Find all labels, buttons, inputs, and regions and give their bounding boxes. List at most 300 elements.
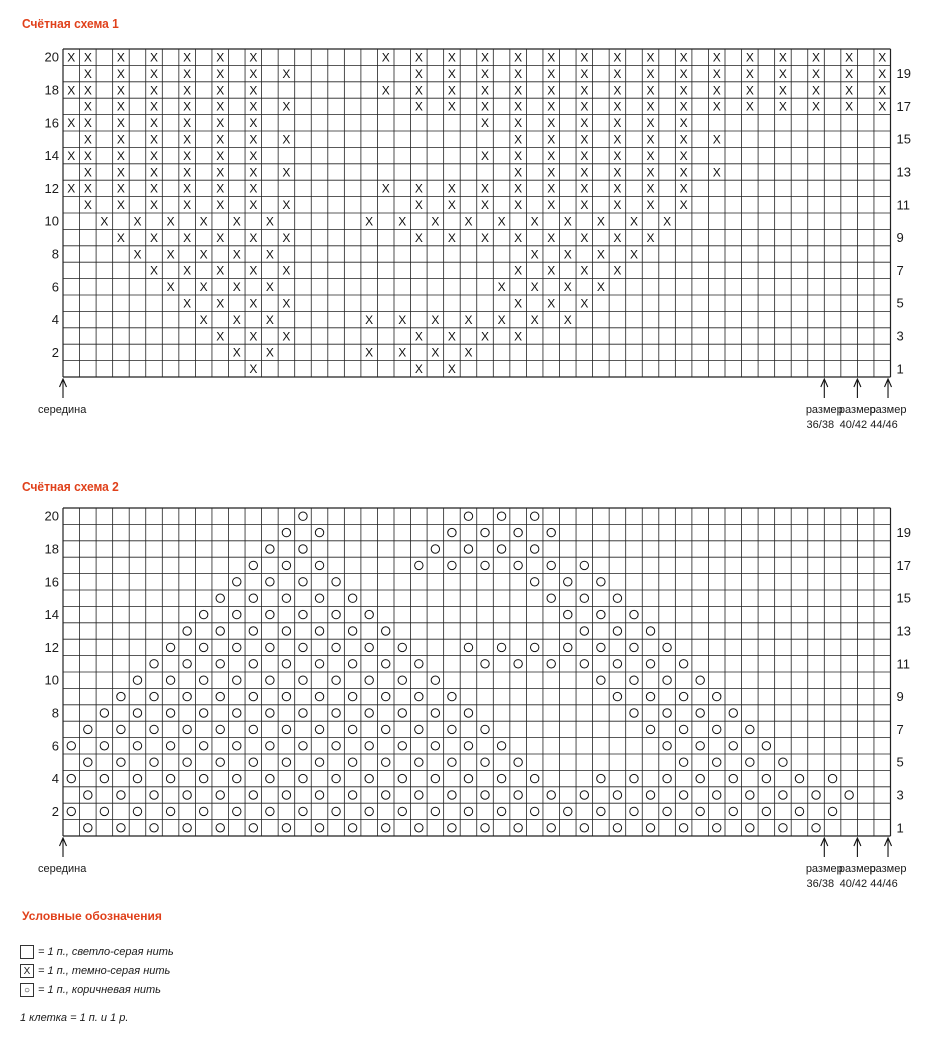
chart1-x-stitch: X [398,312,407,327]
chart2-circle-stitch [84,725,92,733]
chart2-circle-stitch [514,528,522,536]
chart2-circle-stitch [481,660,489,668]
chart2-circle-stitch [679,725,687,733]
chart1-x-stitch: X [580,83,589,98]
chart1-x-stitch: X [116,66,125,81]
chart1-x-stitch: X [613,83,622,98]
chart2-circle-stitch [133,807,141,815]
chart1-x-stitch: X [679,165,688,180]
chart1-x-stitch: X [216,132,225,147]
chart2-circle-stitch [564,643,572,651]
chart1-x-stitch: X [514,198,523,213]
chart1-x-stitch: X [845,66,854,81]
chart1-x-stitch: X [547,296,556,311]
chart2-circle-stitch [133,774,141,782]
chart1-x-stitch: X [116,99,125,114]
chart2-circle-stitch [448,791,456,799]
chart1-x-stitch: X [265,280,274,295]
chart2-circle-stitch [315,528,323,536]
chart2-circle-stitch [746,791,754,799]
chart1-x-stitch: X [646,83,655,98]
chart2-circle-stitch [398,676,406,684]
chart1-x-stitch: X [629,247,638,262]
chart2-circle-stitch [365,774,373,782]
chart1-x-stitch: X [249,83,258,98]
chart2-circle-stitch [812,824,820,832]
chart1-x-stitch: X [580,116,589,131]
chart1-x-stitch: X [514,50,523,65]
chart1-x-stitch: X [150,116,159,131]
chart1-x-stitch: X [547,50,556,65]
chart2-circle-stitch [530,578,538,586]
chart1-x-stitch: X [481,230,490,245]
chart1-x-stitch: X [712,132,721,147]
chart2-circle-stitch [348,594,356,602]
chart1-x-stitch: X [83,181,92,196]
chart2-circle-stitch [266,774,274,782]
chart1-x-stitch: X [216,329,225,344]
chart1-x-stitch: X [150,198,159,213]
chart1-middle-arrow-icon [60,379,67,398]
chart2-circle-stitch [150,791,158,799]
chart2-circle-stitch [497,512,505,520]
chart1-x-stitch: X [199,312,208,327]
chart1-x-stitch: X [282,99,291,114]
chart2-circle-stitch [713,758,721,766]
chart1-x-stitch: X [547,181,556,196]
chart2-circle-stitch [199,774,207,782]
chart2-circle-stitch [332,643,340,651]
chart2-circle-stitch [795,774,803,782]
chart2-row-label-right: 1 [896,820,904,836]
chart2-circle-stitch [630,807,638,815]
chart2-row-label-left: 2 [51,803,59,819]
chart2-circle-stitch [332,807,340,815]
chart1-x-stitch: X [116,148,125,163]
chart2-circle-stitch [547,791,555,799]
chart1-x-stitch: X [216,116,225,131]
chart2-circle-stitch [431,807,439,815]
chart2-middle-label: середина [38,863,87,875]
chart2-circle-stitch [216,692,224,700]
chart2-circle-stitch [216,627,224,635]
chart1-x-stitch: X [232,214,241,229]
chart2-circle-stitch [117,758,125,766]
chart2-circle-stitch [365,676,373,684]
chart2-circle-stitch [713,824,721,832]
chart1-x-stitch: X [447,50,456,65]
chart1-x-stitch: X [249,66,258,81]
chart1-x-stitch: X [282,329,291,344]
chart1-x-stitch: X [845,83,854,98]
chart2-circle-stitch [415,660,423,668]
chart1-x-stitch: X [812,50,821,65]
chart1-x-stitch: X [150,230,159,245]
chart2-circle-stitch [299,742,307,750]
chart1-x-stitch: X [679,83,688,98]
chart1-x-stitch: X [116,198,125,213]
chart1-x-stitch: X [646,132,655,147]
chart1-x-stitch: X [414,50,423,65]
chart1-x-stitch: X [249,165,258,180]
chart2-circle-stitch [845,791,853,799]
chart1-x-stitch: X [282,165,291,180]
chart1-x-stitch: X [116,50,125,65]
chart2-grid [0,480,950,900]
chart1-title: Счётная схема 1 [22,16,119,31]
chart2-circle-stitch [464,807,472,815]
chart1-x-stitch: X [613,230,622,245]
chart1-x-stitch: X [83,198,92,213]
chart1-x-stitch: X [83,132,92,147]
chart2-circle-stitch [117,725,125,733]
chart2-circle-stitch [663,709,671,717]
legend-item-brown [20,982,161,998]
chart1-x-stitch: X [216,83,225,98]
chart1-x-stitch: X [646,50,655,65]
chart2-circle-stitch [233,676,241,684]
chart1-row-label-left: 18 [44,82,59,98]
chart1-x-stitch: X [580,296,589,311]
chart2-circle-stitch [828,807,836,815]
chart2-circle-stitch [183,791,191,799]
chart2-circle-stitch [382,791,390,799]
chart2-circle-stitch [266,643,274,651]
chart2-circle-stitch [133,742,141,750]
chart1-x-stitch: X [282,296,291,311]
chart1-x-stitch: X [183,66,192,81]
chart2-circle-stitch [415,692,423,700]
chart2-circle-stitch [348,824,356,832]
chart2-circle-stitch [67,742,75,750]
chart1-x-stitch: X [514,263,523,278]
chart2-circle-stitch [630,709,638,717]
chart2-circle-stitch [216,824,224,832]
chart2-circle-stitch [597,774,605,782]
chart1-x-stitch: X [183,165,192,180]
chart1-row-label-right: 13 [896,164,911,180]
legend-item-label: = 1 п., коричневая нить [38,984,161,996]
chart1-x-stitch: X [232,280,241,295]
chart1-x-stitch: X [414,99,423,114]
chart2-row-label-right: 3 [896,787,904,803]
chart1-x-stitch: X [83,50,92,65]
chart2-circle-stitch [233,709,241,717]
legend-item-label: = 1 п., темно-серая нить [38,965,171,977]
chart1-x-stitch: X [447,99,456,114]
chart2-circle-stitch [530,774,538,782]
chart1-x-stitch: X [232,345,241,360]
chart2-circle-stitch [696,807,704,815]
chart2-circle-stitch [580,561,588,569]
chart2-circle-stitch [547,594,555,602]
chart1-x-stitch: X [745,99,754,114]
chart2-circle-stitch [464,709,472,717]
chart1-row-label-left: 8 [51,246,59,262]
chart2-circle-stitch [514,791,522,799]
chart1-x-stitch: X [116,116,125,131]
chart2-circle-stitch [299,545,307,553]
chart2-size-label-name: размер [805,863,843,875]
chart2-circle-stitch [630,774,638,782]
chart2-circle-stitch [547,561,555,569]
chart2-circle-stitch [216,725,224,733]
chart2-circle-stitch [315,692,323,700]
chart2-circle-stitch [282,725,290,733]
chart1-row-label-right: 9 [896,230,904,246]
chart2-circle-stitch [100,774,108,782]
chart2-circle-stitch [282,528,290,536]
chart1-x-stitch: X [547,66,556,81]
chart1-x-stitch: X [166,280,175,295]
chart2-circle-stitch [464,742,472,750]
chart1-x-stitch: X [414,83,423,98]
chart2-circle-stitch [729,709,737,717]
chart2-row-label-right: 19 [896,525,911,541]
chart2-circle-stitch [266,545,274,553]
chart2-circle-stitch [166,643,174,651]
chart1-x-stitch: X [365,345,374,360]
chart1-x-stitch: X [414,198,423,213]
chart1-x-stitch: X [679,198,688,213]
chart2-circle-stitch [663,774,671,782]
chart1-x-stitch: X [646,198,655,213]
chart1-x-stitch: X [365,312,374,327]
legend-item-dark-gray [20,963,170,979]
chart2-circle-stitch [249,758,257,766]
chart2-circle-stitch [249,725,257,733]
chart1-x-stitch: X [249,50,258,65]
chart2-circle-stitch [266,676,274,684]
chart2-circle-stitch [299,643,307,651]
chart1-x-stitch: X [447,198,456,213]
chart1-x-stitch: X [613,132,622,147]
chart2-circle-stitch [117,692,125,700]
chart2-circle-stitch [696,709,704,717]
chart2-row-label-left: 6 [51,738,59,754]
chart1-x-stitch: X [613,198,622,213]
chart2-circle-stitch [183,725,191,733]
chart1-row-label-right: 11 [896,197,910,213]
legend-item-label: = 1 п., светло-серая нить [38,946,174,958]
chart2-circle-stitch [282,627,290,635]
chart1-x-stitch: X [514,66,523,81]
chart2-circle-stitch [597,643,605,651]
chart1-x-stitch: X [414,230,423,245]
chart1-x-stitch: X [646,66,655,81]
chart2-circle-stitch [481,725,489,733]
chart1-x-stitch: X [83,83,92,98]
chart2-circle-stitch [315,824,323,832]
chart1-x-stitch: X [497,280,506,295]
chart2-circle-stitch [398,807,406,815]
chart1-x-stitch: X [150,263,159,278]
chart1-x-stitch: X [365,214,374,229]
chart2-circle-stitch [67,774,75,782]
chart2-circle-stitch [233,610,241,618]
chart2-circle-stitch [382,692,390,700]
chart1-x-stitch: X [116,132,125,147]
chart1-x-stitch: X [481,329,490,344]
chart1-x-stitch: X [282,263,291,278]
chart1-x-stitch: X [646,230,655,245]
chart1-x-stitch: X [563,247,572,262]
chart1-x-stitch: X [249,329,258,344]
chart2-circle-stitch [746,725,754,733]
chart1-x-stitch: X [778,66,787,81]
chart1-x-stitch: X [613,50,622,65]
chart2-circle-stitch [679,791,687,799]
chart1-row-label-left: 10 [44,213,59,229]
chart2-circle-stitch [415,725,423,733]
chart2-circle-stitch [266,578,274,586]
chart2-circle-stitch [795,807,803,815]
chart2-circle-stitch [613,660,621,668]
chart1-x-stitch: X [183,99,192,114]
chart1-x-stitch: X [514,132,523,147]
chart1-x-stitch: X [481,198,490,213]
chart2-row-label-left: 16 [44,574,59,590]
chart2-circle-stitch [382,824,390,832]
chart2-circle-stitch [713,725,721,733]
chart1-x-stitch: X [547,83,556,98]
chart1-row-label-right: 1 [896,361,904,377]
chart2-circle-stitch [183,692,191,700]
chart1-x-stitch: X [646,181,655,196]
chart2-circle-stitch [382,660,390,668]
chart2-circle-stitch [713,692,721,700]
chart1-gridlines [63,49,891,377]
chart1-size-label-value: 36/38 [806,419,835,431]
chart2-circle-stitch [679,660,687,668]
chart2-circle-stitch [365,807,373,815]
chart2-circle-stitch [646,692,654,700]
chart1-x-stitch: X [116,230,125,245]
chart2-circle-stitch [67,807,75,815]
chart1-x-stitch: X [183,230,192,245]
chart2-circle-stitch [183,824,191,832]
chart1-x-stitch: X [580,66,589,81]
chart2-circle-stitch [382,627,390,635]
chart2-circle-stitch [183,758,191,766]
chart2-circle-stitch [613,692,621,700]
chart2-circle-stitch [199,643,207,651]
chart1-row-label-right: 15 [896,131,911,147]
chart2-row-label-right: 15 [896,590,911,606]
chart1-x-stitch: X [596,280,605,295]
chart1-x-stitch: X [547,132,556,147]
chart2-row-label-left: 18 [44,541,59,557]
chart2-circle-stitch [448,528,456,536]
chart2-circle-stitch [597,807,605,815]
chart1-x-stitch: X [183,50,192,65]
chart2-row-label-left: 4 [51,771,59,787]
chart1-x-stitch: X [646,99,655,114]
chart1-x-stitch: X [563,280,572,295]
chart1-x-stitch: X [183,132,192,147]
chart1-x-stitch: X [133,214,142,229]
chart1-x-stitch: X [547,116,556,131]
chart1-x-stitch: X [150,181,159,196]
chart1-x-stitch: X [447,329,456,344]
chart1-x-stitch: X [547,165,556,180]
chart2-circle-stitch [646,725,654,733]
chart2-circle-stitch [150,692,158,700]
chart1-x-stitch: X [100,214,109,229]
chart1-x-stitch: X [249,362,258,377]
chart2-circle-stitch [415,758,423,766]
chart1-x-stitch: X [249,99,258,114]
chart2-circle-stitch [150,660,158,668]
chart1-size-label-value: 40/42 [839,419,868,431]
chart2-circle-stitch [332,610,340,618]
chart2-circle-stitch [233,742,241,750]
chart1-x-stitch: X [812,66,821,81]
chart2-circle-stitch [398,742,406,750]
chart2-circle-stitch [464,512,472,520]
chart2-circle-stitch [398,643,406,651]
chart1-x-stitch: X [83,165,92,180]
chart1-x-stitch: X [812,99,821,114]
empty-cell-icon [20,945,34,959]
chart1-x-stitch: X [447,83,456,98]
chart1-x-stitch: X [530,280,539,295]
chart2-circle-stitch [762,774,770,782]
chart2-circle-stitch [663,807,671,815]
chart2-circle-stitch [663,643,671,651]
chart2-row-label-right: 11 [896,656,910,672]
chart2-circle-stitch [150,824,158,832]
chart2-circle-stitch [382,725,390,733]
chart1-x-stitch: X [778,99,787,114]
chart1-x-stitch: X [447,181,456,196]
chart2-circle-stitch [530,807,538,815]
chart1-x-stitch: X [514,165,523,180]
chart1-x-stitch: X [216,198,225,213]
chart1-x-stitch: X [150,99,159,114]
chart1-x-stitch: X [282,198,291,213]
legend-item-light-gray [20,944,174,960]
chart1-x-stitch: X [265,345,274,360]
chart2-circle-stitch [266,742,274,750]
chart2-circle-stitch [564,807,572,815]
chart1-x-stitch: X [464,312,473,327]
chart1-x-stitch: X [878,83,887,98]
chart2-circle-stitch [779,791,787,799]
chart2-circle-stitch [315,725,323,733]
chart1-x-stitch: X [580,198,589,213]
chart2-circle-stitch [448,824,456,832]
chart2-circle-stitch [448,561,456,569]
chart2-circle-stitch [100,709,108,717]
chart1-x-stitch: X [613,66,622,81]
chart1-row-label-left: 20 [44,49,59,65]
chart1-x-stitch: X [216,181,225,196]
chart2-circle-stitch [729,807,737,815]
chart2-circle-stitch [249,627,257,635]
chart1-x-stitch: X [547,99,556,114]
chart1-x-stitch: X [878,99,887,114]
chart2-circle-stitch [497,774,505,782]
chart2-circle-stitch [216,660,224,668]
chart1-x-stitch: X [845,99,854,114]
chart2-circle-stitch [597,610,605,618]
chart1-x-stitch: X [83,116,92,131]
chart2-circle-stitch [663,742,671,750]
chart1-row-label-left: 14 [44,148,59,164]
chart1-x-stitch: X [712,66,721,81]
chart1-x-stitch: X [878,66,887,81]
